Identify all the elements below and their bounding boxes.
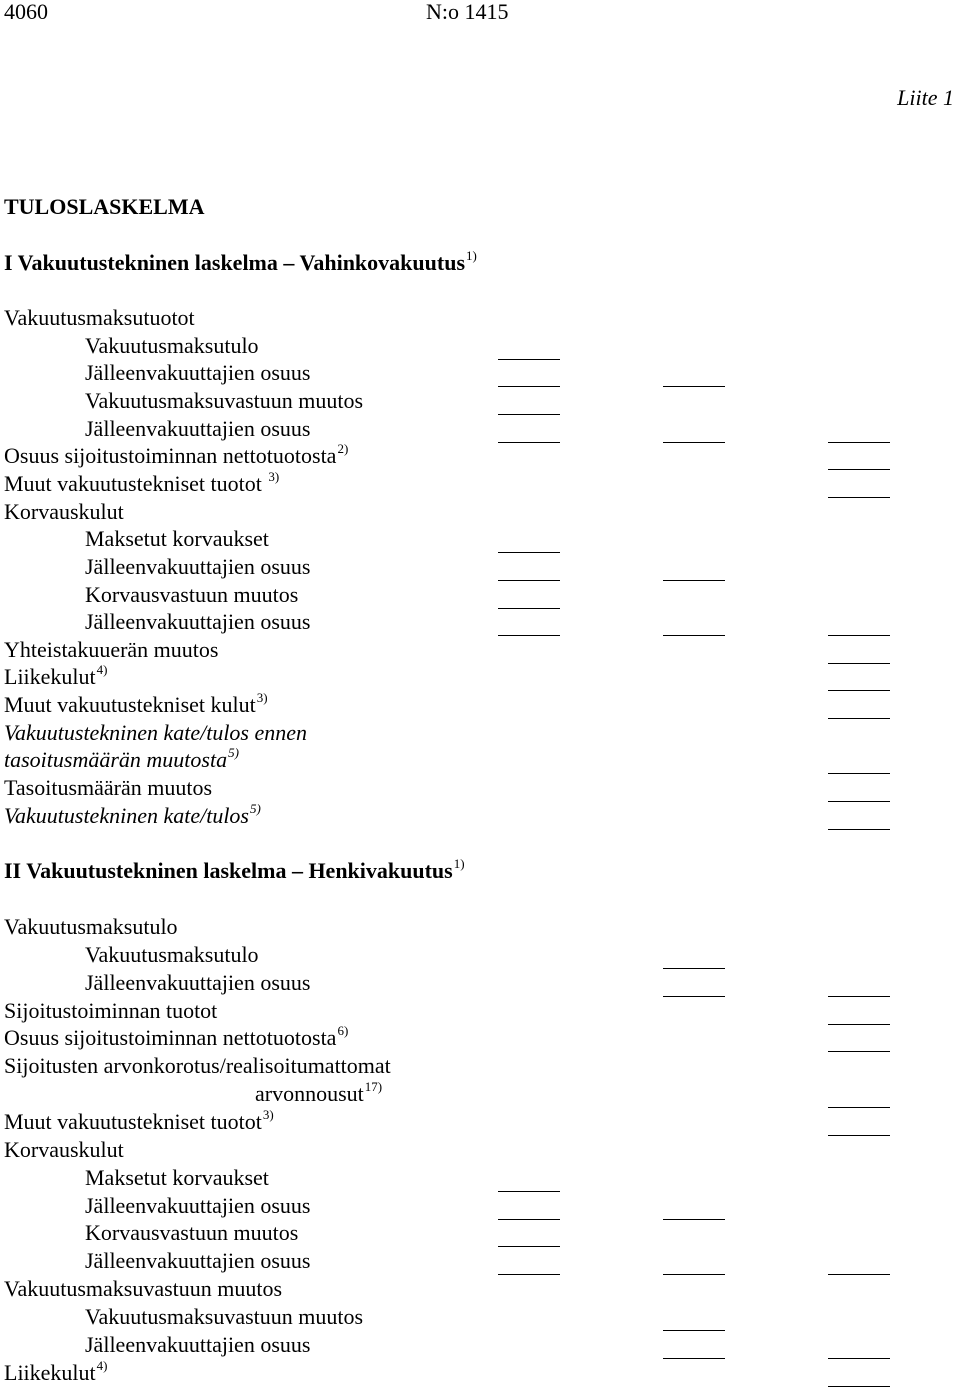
- line-item-label: Muut vakuutustekniset tuotot: [4, 470, 268, 496]
- line-item-label: Vakuutustekninen kate/tulos ennen: [4, 719, 308, 745]
- line-item-label: Muut vakuutustekniset tuotot: [4, 1108, 262, 1134]
- footnote-ref: 2): [337, 441, 349, 457]
- footnote-ref: 6): [337, 1023, 349, 1039]
- amount-blank-col1: [498, 580, 560, 581]
- amount-blank-col1: [498, 552, 560, 553]
- line-item: [4, 1023, 349, 1053]
- line-item: [4, 800, 261, 831]
- footnote-ref: 5): [250, 800, 261, 816]
- line-item: [4, 662, 108, 692]
- amount-blank-col2: [663, 996, 725, 997]
- line-item: [85, 971, 310, 995]
- line-item-label: Korvausvastuun muutos: [85, 581, 299, 607]
- line-item-label: Vakuutusmaksutulo: [4, 914, 178, 939]
- line-item: [4, 468, 280, 499]
- line-item: [4, 638, 218, 662]
- line-item: [4, 915, 178, 939]
- line-item: [4, 1138, 124, 1162]
- line-item-label: Vakuutusmaksutuotot: [4, 305, 195, 330]
- amount-blank-col2: [663, 386, 725, 387]
- page-title: TULOSLASKELMA: [4, 194, 205, 219]
- appendix-label: Liite 1: [897, 85, 954, 110]
- amount-blank-col3: [828, 1386, 890, 1387]
- amount-blank-col3: [828, 497, 890, 498]
- line-item: [85, 1249, 310, 1273]
- amount-blank-col2: [663, 968, 725, 969]
- footnote-ref: 1): [466, 248, 477, 263]
- amount-blank-col2: [663, 1330, 725, 1331]
- amount-blank-col3: [828, 1051, 890, 1052]
- amount-blank-col1: [498, 1246, 560, 1247]
- line-item-label: Vakuutusmaksuvastuun muutos: [4, 1276, 283, 1302]
- line-item-label: Maksetut korvaukset: [85, 1164, 269, 1190]
- footnote-ref: 3): [256, 690, 268, 706]
- amount-blank-col1: [498, 1191, 560, 1192]
- line-item-label: Vakuutustekninen kate/tulos: [4, 802, 249, 828]
- amount-blank-col3: [828, 663, 890, 664]
- line-item-label: Vakuutusmaksuvastuun muutos: [85, 387, 364, 413]
- amount-blank-col1: [498, 359, 560, 360]
- line-item: [4, 745, 239, 775]
- line-item: [4, 1357, 108, 1388]
- line-item: [85, 583, 298, 607]
- amount-blank-col1: [498, 386, 560, 387]
- line-item-label: Vakuutusmaksuvastuun muutos: [85, 1303, 364, 1329]
- amount-blank-col3: [828, 469, 890, 470]
- amount-blank-col2: [663, 1358, 725, 1359]
- section-heading: [4, 248, 477, 278]
- section-heading: [4, 856, 465, 886]
- line-item: [4, 690, 268, 720]
- amount-blank-col3: [828, 635, 890, 636]
- line-item-label: Maksetut korvaukset: [85, 526, 269, 552]
- line-item-label: Jälleenvakuuttajien osuus: [85, 553, 311, 579]
- line-item: [4, 441, 349, 471]
- footnote-ref: 17): [364, 1079, 383, 1095]
- line-item-label: Liikekulut: [4, 1359, 96, 1385]
- amount-blank-col3: [828, 1135, 890, 1136]
- line-item-label: Yhteistakuuerän muutos: [4, 636, 219, 662]
- line-item: [85, 943, 259, 967]
- line-item-label: Jälleenvakuuttajien osuus: [85, 1248, 311, 1274]
- line-item: [85, 1333, 310, 1357]
- line-item-label: Jälleenvakuuttajien osuus: [85, 360, 311, 386]
- line-item-label: Jälleenvakuuttajien osuus: [85, 1192, 311, 1218]
- line-item-label: tasoitusmäärän muutosta: [4, 747, 228, 773]
- line-item-label: Vakuutusmaksutulo: [85, 332, 259, 358]
- line-item: [85, 1221, 298, 1245]
- line-item: [85, 527, 269, 551]
- line-item: [85, 610, 310, 634]
- amount-blank-col1: [498, 1219, 560, 1220]
- amount-blank-col2: [663, 442, 725, 443]
- amount-blank-col3: [828, 718, 890, 719]
- amount-blank-col1: [498, 442, 560, 443]
- line-item: [4, 721, 307, 745]
- footnote-ref: 5): [228, 745, 239, 761]
- line-item: [85, 334, 259, 358]
- amount-blank-col3: [828, 1274, 890, 1275]
- page-number: 4060: [4, 0, 48, 24]
- line-item-label: Jälleenvakuuttajien osuus: [85, 609, 311, 635]
- footnote-ref: 3): [268, 468, 280, 484]
- amount-blank-col3: [828, 1107, 890, 1108]
- amount-blank-col2: [663, 580, 725, 581]
- line-item: [85, 361, 310, 385]
- amount-blank-col2: [663, 1219, 725, 1220]
- line-item-label: Jälleenvakuuttajien osuus: [85, 1331, 311, 1357]
- amount-blank-col3: [828, 773, 890, 774]
- amount-blank-col3: [828, 690, 890, 691]
- amount-blank-col1: [498, 608, 560, 609]
- amount-blank-col3: [828, 996, 890, 997]
- amount-blank-col3: [828, 829, 890, 830]
- line-item: [85, 389, 363, 413]
- amount-blank-col3: [828, 442, 890, 443]
- amount-blank-col3: [828, 1024, 890, 1025]
- line-item: [4, 500, 124, 524]
- line-item: [255, 1079, 383, 1109]
- footnote-ref: 4): [96, 662, 108, 678]
- line-item-label: Osuus sijoitustoiminnan nettotuotosta: [4, 443, 337, 469]
- amount-blank-col1: [498, 1274, 560, 1275]
- line-item-label: Korvauskulut: [4, 498, 124, 524]
- line-item: [4, 1054, 391, 1078]
- footnote-ref: 3): [262, 1106, 274, 1122]
- line-item-label: Liikekulut: [4, 664, 96, 690]
- issue-number: N:o 1415: [426, 0, 509, 24]
- line-item: [85, 1166, 269, 1190]
- line-item-label: Korvauskulut: [4, 1136, 124, 1162]
- line-item-label: Muut vakuutustekniset kulut: [4, 692, 256, 718]
- line-item: [4, 1277, 282, 1301]
- line-item-label: Osuus sijoitustoiminnan nettotuotosta: [4, 1025, 337, 1051]
- amount-blank-col3: [828, 1358, 890, 1359]
- amount-blank-col3: [828, 801, 890, 802]
- line-item-label: Jälleenvakuuttajien osuus: [85, 969, 311, 995]
- amount-blank-col1: [498, 635, 560, 636]
- line-item-label: Jälleenvakuuttajien osuus: [85, 415, 311, 441]
- line-item: [85, 417, 310, 441]
- line-item-label: arvonnousut: [255, 1081, 364, 1107]
- line-item: [85, 1305, 363, 1329]
- line-item: [4, 776, 212, 800]
- line-item-label: Tasoitusmäärän muutos: [4, 775, 213, 801]
- section-heading-text: I Vakuutustekninen laskelma – Vahinkovakuutus: [4, 250, 466, 275]
- line-item: [4, 306, 195, 330]
- line-item-label: Sijoitusten arvonkorotus/realisoitumattomat: [4, 1053, 391, 1079]
- footnote-ref: 1): [453, 856, 465, 871]
- footnote-ref: 4): [96, 1357, 108, 1373]
- amount-blank-col1: [498, 414, 560, 415]
- amount-blank-col2: [663, 1274, 725, 1275]
- line-item-label: Vakuutusmaksutulo: [85, 941, 259, 967]
- line-item-label: Sijoitustoiminnan tuotot: [4, 997, 218, 1023]
- line-item: [85, 555, 310, 579]
- line-item: [4, 1106, 274, 1137]
- line-item-label: Korvausvastuun muutos: [85, 1220, 299, 1246]
- amount-blank-col2: [663, 635, 725, 636]
- section-heading-text: II Vakuutustekninen laskelma – Henkivakuutus: [4, 858, 453, 883]
- line-item: [85, 1194, 310, 1218]
- line-item: [4, 999, 217, 1023]
